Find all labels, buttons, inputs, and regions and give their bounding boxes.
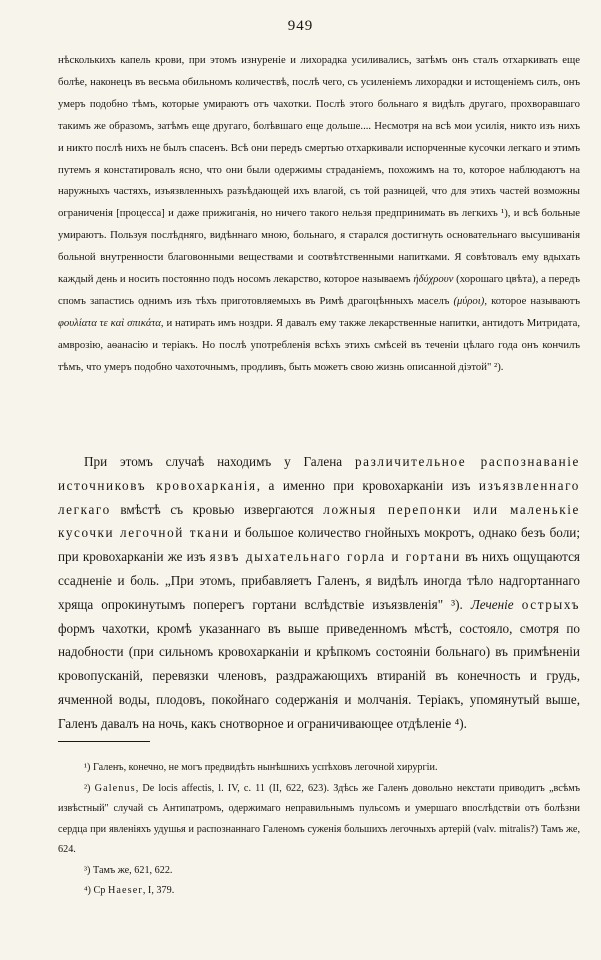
footnote-text: Ср: [93, 885, 108, 896]
footnote-2: [58, 779, 580, 861]
quoted-paragraph: [58, 50, 580, 379]
emphasized-text: язвъ дыхательнаго горла и гортани: [209, 549, 461, 565]
footnote-divider: [58, 741, 150, 742]
footnote-ref: ⁴: [454, 715, 460, 731]
text-run: [514, 597, 522, 612]
text-run: При этомъ случаѣ находимъ у Галена: [84, 454, 355, 469]
footnote-4: [58, 881, 580, 902]
text-run: , и натирать имъ ноздри. Я давалъ ему также лекарственные напитки, антидотъ Митридата, амврозію, аѳанасію и теріакъ. Но послѣ употребленія всѣхъ этихъ смѣсей въ теченіи цѣлаго года онъ кончилъ тѣмъ, что умеръ подобно чахоточнымъ, продливъ, быть можетъ свою жизнь описанной діэтой": [58, 316, 580, 373]
footnote-text: , I, 379.: [142, 885, 175, 896]
footnote-mark: ⁴): [84, 885, 91, 896]
greek-term: ἠδύχρουν: [413, 273, 454, 286]
emphasized-text: острыхъ: [521, 596, 580, 612]
author-name: Galenus: [94, 782, 136, 794]
page-number: 949: [287, 18, 314, 34]
main-paragraph: [58, 450, 580, 736]
greek-term: (μύροι): [453, 294, 485, 307]
footnotes: [58, 758, 580, 902]
greek-term: φουλίατα τε καὶ σπικάτα: [58, 316, 161, 329]
footnote-mark: ³): [84, 864, 91, 876]
text-run: ).: [497, 360, 504, 373]
footnote-text: Тамъ же, 621, 622.: [93, 864, 173, 876]
emphasized-text: ложныя перепонки или маленькіе кусочки легочной ткани: [58, 501, 580, 541]
emphasized-text: различительное распознаваніе источниковъ кровохарканія: [58, 454, 580, 493]
footnote-1: [58, 758, 580, 779]
footnote-3: [58, 861, 580, 882]
text-run: ), и всѣ больные умираютъ. Пользуя послѣдняго, видѣннаго мною, больнаго, я старался достигнуть основательнаго высушиванія больной внутренности благовонными веществами и соотвѣтственными напитками. Я совѣтовалъ ему вдыхать каждый день и носить постоянно подъ носомъ лекарство, которое называемъ: [58, 207, 581, 286]
text-run: вмѣстѣ съ кровью извергаются: [110, 501, 324, 517]
text-run: въ нихъ ощущаются ссадненіе и боль. „При этомъ, прибавляетъ Галенъ, я видѣлъ иногда тѣло надгортаннаго хряща опрокинутымъ поперегъ гортани вслѣдствіе изъязвленія": [58, 549, 580, 612]
footnote-ref: ¹: [501, 207, 505, 220]
text-run: , а именно при кровохарканіи изъ: [256, 477, 479, 493]
text-run: (хорошаго цвѣта), а передъ спомъ запастись однимъ изъ тѣхъ приготовляемыхъ въ Римѣ драгоцѣнныхъ маселъ: [58, 273, 580, 307]
footnote-text: Галенъ, конечно, не могъ предвидѣть нынѣшнихъ успѣховъ легочной хирургіи.: [93, 762, 438, 773]
text-run: ).: [459, 715, 467, 731]
text-run: нѣсколькихъ капель крови, при этомъ изнуреніе и лихорадка усиливались, затѣмъ онъ сталъ отхаркивать еще болѣе, наконецъ въ весьма обильномъ количествѣ, послѣ чего, съ усиленіемъ лихорадки и истощеніемъ силъ, онъ умеръ подобно тѣмъ, которые умираютъ отъ чахотки. Послѣ этого больнаго я видѣлъ другаго, прохворавшаго такимъ же образомъ, затѣмъ еще другаго, болѣвшаго еще дольше.... Несмотря на всѣ мои усилія, никто изъ нихъ и никто послѣ нихъ не былъ спасенъ. Всѣ они передъ смертью отхаркивали испорченные кусочки легкаго и этимъ путемъ я констатировалъ ясно, что они были одержимы страданіемъ, похожимъ на то, которое наблюдаютъ на наружныхъ частяхъ, изъязвленныхъ разъѣдающей ихъ влагой, съ той разницей, что для этихъ частей возможны ограниченія [процесса] и даже прижиганія, но ничего такого нельзя предпринимать въ легкихъ: [58, 54, 580, 220]
text-run: , которое называютъ: [484, 294, 580, 307]
footnote-mark: ¹): [84, 762, 91, 773]
footnote-text: , De locis affectis, l. IV, c. 11 (II, 622, 623). Здѣсь же Галенъ довольно некстати приводитъ „всѣмъ извѣстный" случай съ Антипатромъ, одержимаго неправильнымъ пульсомъ и умершаго впослѣдствіи отъ болѣзни сердца при явленіяхъ удушья и распознаннаго Галеномъ суженія большихъ легочныхъ артерій (valv. mitralis?) Тамъ же, 624.: [58, 782, 581, 855]
emphasized-text: изъязвленнаго легкаго: [58, 477, 580, 517]
quoted-passage: [58, 50, 580, 379]
text-run: ).: [455, 596, 471, 612]
text-run: формъ чахотки, кромѣ указаннаго въ выше приведенномъ мѣстѣ, состояло, смотря по надобности (при сильномъ кровохарканіи и крѣпкомъ состояніи больнаго) въ примѣненіи кровопусканій, перевязки членовъ, раздражающихъ втираній въ конечность и грудь, ячменной воды, плодовъ, покойнаго содержанія и молчанія. Теріакъ, упомянутый выше, Галенъ давалъ на ночь, какъ снотворное и ограничивающее отдѣленіе: [58, 620, 580, 731]
footnote-ref: ²: [494, 360, 498, 373]
author-name: Haeser: [107, 885, 143, 896]
italic-term: Леченіе: [470, 596, 514, 612]
footnote-mark: ²): [84, 782, 91, 794]
footnote-ref: ³: [451, 596, 456, 612]
main-text: [58, 450, 580, 736]
text-run: и большое количество гнойныхъ мокротъ, однако безъ боли; при кровохарканіи же изъ: [58, 525, 580, 565]
